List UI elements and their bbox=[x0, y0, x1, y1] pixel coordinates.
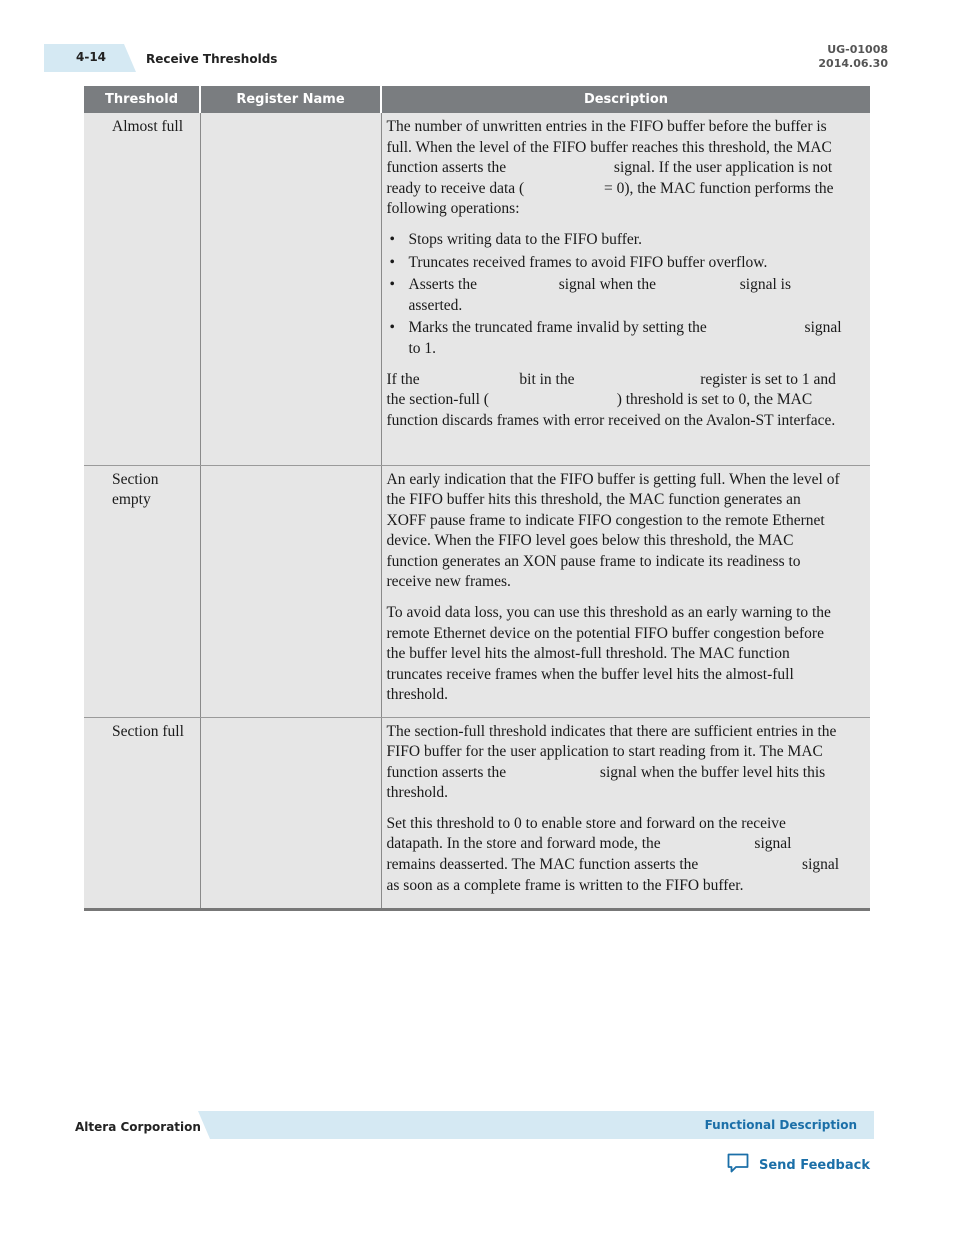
description-paragraph: An early indication that the FIFO buffer is getting full. When the level of the FIFO buffer hits this threshold, the MAC function generates an XOFF pause frame to indicate FIFO congestion to the remote Ethernet device. When the FIFO level goes below this threshold, the MAC function generates an XON pause frame to indicate its readiness to receive new frames. bbox=[386, 470, 840, 591]
list-item: • Stops writing data to the FIFO buffer. bbox=[409, 230, 843, 251]
list-item: • Truncates received frames to avoid FIFO buffer overflow. bbox=[409, 253, 843, 274]
document-meta bbox=[818, 43, 888, 71]
section-title: Receive Thresholds bbox=[146, 52, 278, 66]
register-name-cell bbox=[200, 465, 381, 717]
document-date: 2014.06.30 bbox=[818, 57, 888, 70]
document-id: UG-01008 bbox=[827, 43, 888, 56]
column-header-description: Description bbox=[381, 86, 870, 113]
table-row bbox=[84, 113, 870, 465]
list-item: • Asserts the signal when the signal is asserted. bbox=[409, 275, 843, 316]
page-number: 4-14 bbox=[76, 50, 107, 64]
description-paragraph: The section-full threshold indicates that there are sufficient entries in the FIFO buffer for the user application to start reading from it. The MAC function asserts the signal when the buffer level hits this threshold. bbox=[386, 722, 837, 802]
table-row bbox=[84, 465, 870, 717]
description-paragraph: If the bit in the register is set to 1 and the section-full ( ) threshold is set to 0, the MAC function discards frames with error received on the Avalon-ST interface. bbox=[386, 370, 836, 429]
threshold-cell: Section full bbox=[84, 717, 200, 909]
description-paragraph: Set this threshold to 0 to enable store and forward on the receive datapath. In the store and forward mode, the signal remains deasserted. The MAC function asserts the signal as soon as a complete frame is written to the FIFO buffer. bbox=[386, 814, 840, 894]
column-header-threshold: Threshold bbox=[84, 86, 200, 113]
table-row bbox=[84, 717, 870, 909]
speech-bubble-icon bbox=[726, 1152, 750, 1179]
register-name-cell bbox=[200, 717, 381, 909]
threshold-cell: Section empty bbox=[84, 465, 200, 717]
description-cell bbox=[381, 465, 870, 717]
register-name-cell bbox=[200, 113, 381, 465]
table-header-row bbox=[84, 86, 870, 113]
list-item: • Marks the truncated frame invalid by setting the signal to 1. bbox=[409, 318, 843, 359]
description-paragraph: To avoid data loss, you can use this threshold as an early warning to the remote Ethernet device on the potential FIFO buffer congestion before the buffer level hits the almost-full threshold. The MAC function truncates receive frames when the buffer level hits the almost-full threshold. bbox=[386, 604, 831, 704]
column-header-register-name: Register Name bbox=[200, 86, 381, 113]
description-paragraph: The number of unwritten entries in the FIFO buffer before the buffer is full. When the level of the FIFO buffer reaches this threshold, the MAC function asserts the signal. If the user application is not ready to receive data ( = 0), the MAC function performs the following operations: bbox=[386, 118, 834, 218]
receive-thresholds-table bbox=[84, 86, 870, 911]
description-cell bbox=[381, 717, 870, 909]
send-feedback-link[interactable] bbox=[726, 1153, 870, 1177]
threshold-cell: Almost full bbox=[84, 113, 200, 465]
description-cell bbox=[381, 113, 870, 465]
footer-chapter-link[interactable]: Functional Description bbox=[704, 1118, 857, 1132]
operations-list bbox=[387, 230, 843, 360]
send-feedback-label: Send Feedback bbox=[759, 1157, 870, 1173]
footer-corporation: Altera Corporation bbox=[75, 1120, 201, 1134]
